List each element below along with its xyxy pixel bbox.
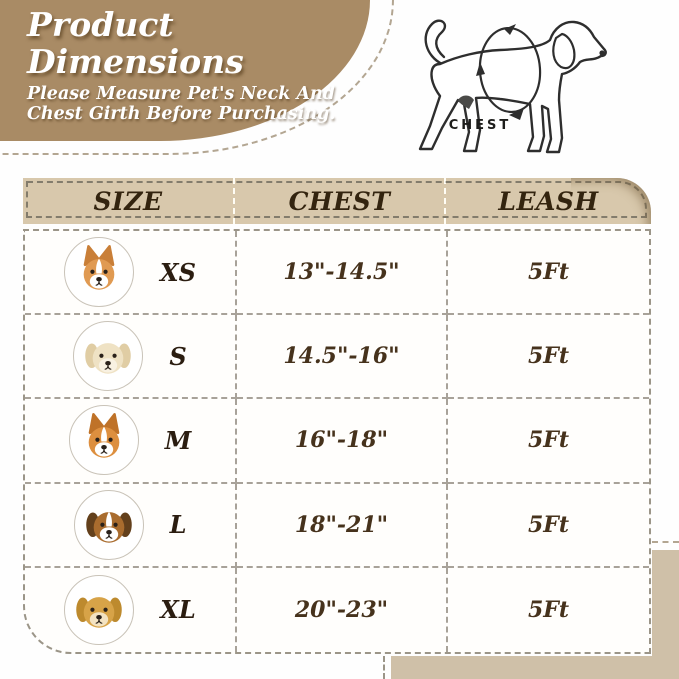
size-value: M (164, 425, 192, 455)
leash-cell (448, 399, 649, 483)
chest-cell (237, 399, 448, 483)
chest-cell (237, 231, 448, 315)
chest-measure-label: CHEST (448, 118, 512, 133)
leash-length: 5Ft (527, 343, 570, 370)
dog-photo-icon (76, 410, 132, 470)
header-label-size: SIZE (93, 186, 163, 216)
size-value: XL (160, 595, 196, 625)
dog-photo (64, 237, 134, 307)
dog-photo-icon (81, 495, 137, 555)
page-title (27, 6, 244, 80)
dog-photo (64, 575, 134, 645)
size-cell (25, 399, 237, 483)
header-cell-chest (235, 178, 446, 224)
header-label-chest: CHEST (288, 186, 391, 216)
chest-cell (237, 568, 448, 652)
chest-cell (237, 315, 448, 399)
leash-length: 5Ft (527, 259, 570, 286)
table-row-m (25, 399, 649, 483)
leash-length: 5Ft (527, 427, 570, 454)
table-row-l (25, 484, 649, 568)
page-title-line2: Dimensions (27, 42, 244, 81)
leash-length: 5Ft (527, 511, 570, 538)
dog-nose (599, 50, 604, 55)
table-row-xl (25, 568, 649, 652)
chest-range: 13"-14.5" (283, 259, 400, 286)
chest-range: 14.5"-16" (283, 343, 400, 370)
leash-cell (448, 315, 649, 399)
table-row-xs (25, 231, 649, 315)
leash-cell (448, 231, 649, 315)
chest-range: 16"-18" (294, 427, 389, 454)
chest-cell (237, 484, 448, 568)
size-cell (25, 315, 237, 399)
table-row-s (25, 315, 649, 399)
size-cell (25, 568, 237, 652)
size-value: L (169, 510, 187, 540)
size-chart (23, 178, 651, 654)
chest-range: 20"-23" (294, 596, 389, 623)
size-value: XS (160, 257, 196, 287)
header-cell-leash (446, 178, 651, 224)
dog-photo (74, 490, 144, 560)
leash-length: 5Ft (527, 596, 570, 623)
leash-cell (448, 568, 649, 652)
leash-cell (448, 484, 649, 568)
title-banner (0, 0, 370, 141)
size-cell (25, 231, 237, 315)
right-dashed-fragment (652, 541, 679, 543)
page-subtitle-line1: Please Measure Pet's Neck And (27, 84, 335, 104)
dog-photo-icon (71, 580, 127, 640)
dog-photo-icon (71, 242, 127, 302)
header-label-leash: LEASH (498, 186, 599, 216)
bottom-dashed-fragment (383, 656, 385, 679)
header-cell-size (23, 178, 235, 224)
page-title-line1: Product (27, 5, 174, 44)
dog-photo (69, 405, 139, 475)
size-cell (25, 484, 237, 568)
page-subtitle-line2: Chest Girth Before Purchasing. (27, 104, 336, 124)
size-value: S (169, 341, 187, 371)
bottom-beige-strip (391, 656, 679, 679)
size-chart-body (23, 229, 651, 654)
dog-photo (73, 321, 143, 391)
size-chart-header (23, 178, 651, 224)
dog-measurement-diagram (396, 12, 628, 162)
page-subtitle (27, 84, 335, 124)
dog-tail (426, 21, 445, 64)
dog-photo-icon (80, 326, 136, 386)
chest-range: 18"-21" (294, 511, 389, 538)
